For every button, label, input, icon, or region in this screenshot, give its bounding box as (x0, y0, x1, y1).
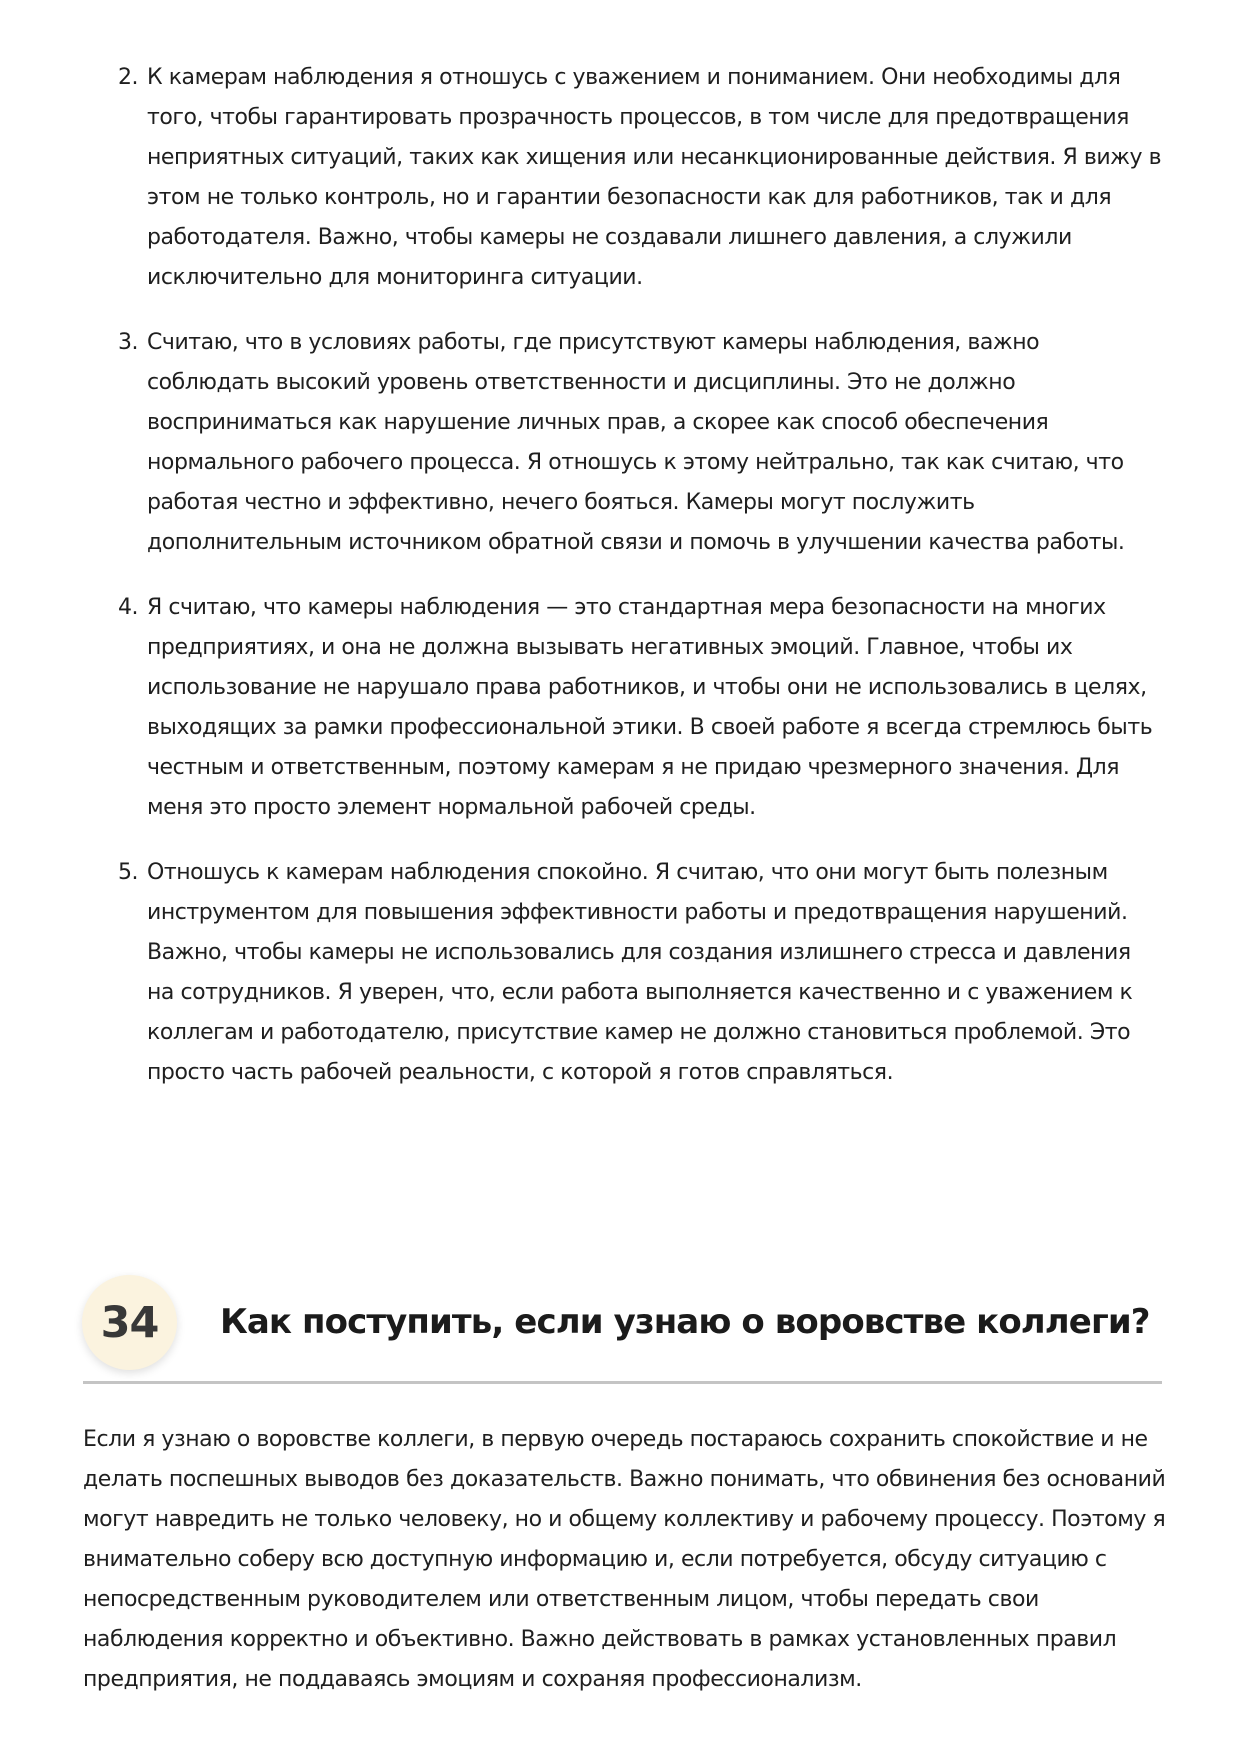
answer-item (108, 588, 1163, 828)
section-divider (83, 1381, 1162, 1384)
answer-text: Я считаю, что камеры наблюдения — это стандартная мера безопасности на многих предприятиях, и она не должна вызывать негативных эмоций. Главное, чтобы их использование не нарушало права работников, и чтобы они не использовались в целях, выходящих за рамки профессиональной этики. В своей работе я всегда стремлюсь быть честным и ответственным, поэтому камерам я не придаю чрезмерного значения. Для меня это просто элемент нормальной рабочей среды. (147, 595, 1153, 820)
answer-number: 5. (118, 860, 139, 885)
section-body-text: Если я узнаю о воровстве коллеги, в первую очередь постараюсь сохранить спокойствие и не делать поспешных выводов без доказательств. Важно понимать, что обвинения без оснований могут навредить не только человеку, но и общему коллективу и рабочему процессу. Поэтому я внимательно соберу всю доступную информацию и, если потребуется, обсуду ситуацию с непосредственным руководителем или ответственным лицом, чтобы передать свои наблюдения корректно и объективно. Важно действовать в рамках установленных правил предприятия, не поддаваясь эмоциям и сохраняя профессионализм. (83, 1427, 1166, 1692)
answer-item (108, 58, 1163, 298)
answer-list (108, 58, 1163, 1118)
section-title: Как поступить, если узнаю о воровстве коллеги? (220, 1302, 1150, 1342)
answer-number: 3. (118, 330, 139, 355)
answer-text: Отношусь к камерам наблюдения спокойно. Я считаю, что они могут быть полезным инструментом для повышения эффективности работы и предотвращения нарушений. Важно, чтобы камеры не использовались для создания излишнего стресса и давления на сотрудников. Я уверен, что, если работа выполняется качественно и с уважением к коллегам и работодателю, присутствие камер не должно становиться проблемой. Это просто часть рабочей реальности, с которой я готов справляться. (147, 860, 1133, 1085)
answer-number: 4. (118, 595, 139, 620)
answer-text: К камерам наблюдения я отношусь с уважением и пониманием. Они необходимы для того, чтобы гарантировать прозрачность процессов, в том числе для предотвращения неприятных ситуаций, таких как хищения или несанкционированные действия. Я вижу в этом не только контроль, но и гарантии безопасности как для работников, так и для работодателя. Важно, чтобы камеры не создавали лишнего давления, а служили исключительно для мониторинга ситуации. (147, 65, 1162, 290)
answer-number: 2. (118, 65, 139, 90)
answer-item (108, 853, 1163, 1093)
answer-text: Считаю, что в условиях работы, где присутствуют камеры наблюдения, важно соблюдать высокий уровень ответственности и дисциплины. Это не должно восприниматься как нарушение личных прав, а скорее как способ обеспечения нормального рабочего процесса. Я отношусь к этому нейтрально, так как считаю, что работая честно и эффективно, нечего бояться. Камеры могут послужить дополнительным источником обратной связи и помочь в улучшении качества работы. (147, 330, 1125, 555)
section-number-badge: 34 (82, 1275, 177, 1370)
answer-item (108, 323, 1163, 563)
